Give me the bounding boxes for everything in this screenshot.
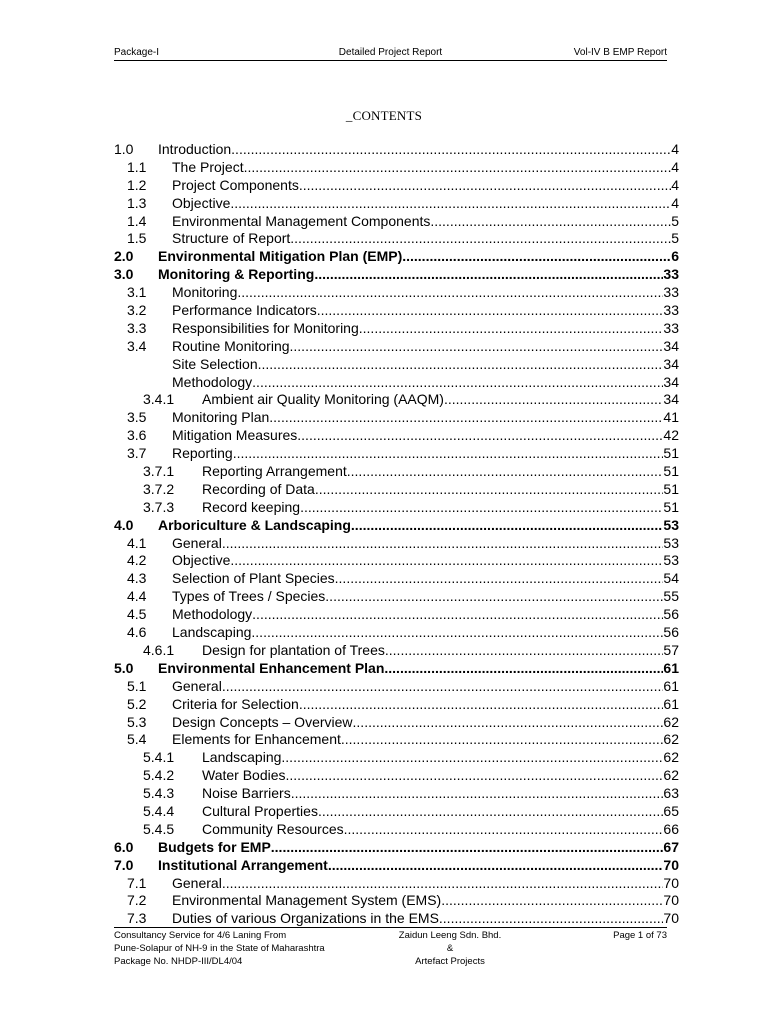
dot-leader	[317, 302, 664, 320]
toc-entry-number: 3.7.3	[143, 498, 175, 515]
toc-entry-page: 51	[663, 480, 679, 497]
dot-leader	[439, 910, 664, 928]
dot-leader	[328, 857, 664, 875]
toc-entry-number: 2.0	[114, 248, 134, 265]
toc-entry-title: Methodology	[172, 373, 253, 390]
dot-leader	[299, 696, 664, 714]
toc-entry[interactable]	[114, 230, 679, 248]
toc-entry-line	[172, 338, 679, 356]
toc-entry-line	[172, 230, 679, 248]
dot-leader	[230, 195, 671, 213]
dot-leader	[359, 320, 664, 338]
toc-entry-line	[202, 499, 679, 517]
toc-entry-number: 3.7.1	[143, 463, 175, 480]
toc-entry-page: 33	[663, 302, 679, 319]
toc-entry-number: 4.6	[127, 624, 147, 641]
toc-entry-page: 62	[663, 767, 679, 784]
toc-entry-number: 7.1	[127, 874, 147, 891]
toc-entry-number: 5.4.4	[143, 802, 175, 819]
toc-entry[interactable]	[114, 320, 679, 338]
dot-leader	[251, 624, 663, 642]
dot-leader	[402, 248, 671, 266]
toc-entry-number: 4.3	[127, 570, 147, 587]
toc-entry-number: 7.2	[127, 892, 147, 909]
toc-entry-number: 4.1	[127, 534, 147, 551]
toc-entry[interactable]	[114, 821, 679, 839]
toc-entry-page: 53	[663, 516, 679, 533]
dot-leader	[222, 678, 664, 696]
toc-entry-line	[172, 320, 679, 338]
toc-entry[interactable]	[114, 606, 679, 624]
toc-entry[interactable]	[114, 642, 679, 660]
header-volume: Vol-IV B EMP Report	[573, 47, 667, 58]
dot-leader	[269, 409, 663, 427]
toc-entry-title: Landscaping	[202, 749, 282, 766]
toc-entry-title: Performance Indicators	[172, 302, 317, 319]
toc-entry-line	[202, 481, 679, 499]
toc-entry-line	[202, 803, 679, 821]
toc-entry-title: Environmental Mitigation Plan (EMP)	[158, 248, 403, 265]
toc-entry-title: Routine Monitoring	[172, 337, 290, 354]
toc-entry-number: 6.0	[114, 838, 134, 855]
toc-entry-title: General	[172, 874, 222, 891]
toc-entry-title: Environmental Management Components	[172, 212, 431, 229]
toc-entry-title: Site Selection	[172, 355, 258, 372]
toc-entry-number: 3.7.2	[143, 480, 175, 497]
toc-entry-page: 56	[663, 624, 679, 641]
dot-leader	[384, 660, 663, 678]
toc-entry[interactable]	[114, 481, 679, 499]
toc-entry-number: 5.0	[114, 659, 134, 676]
footer-line: Package No. NHDP-III/DL4/04	[114, 956, 243, 967]
toc-entry-number: 3.2	[127, 302, 147, 319]
toc-entry[interactable]	[114, 714, 679, 732]
toc-entry-line	[202, 749, 679, 767]
toc-entry-title: Cultural Properties	[202, 802, 318, 819]
toc-entry[interactable]	[114, 678, 679, 696]
toc-entry-page: 66	[663, 820, 679, 837]
toc-entry[interactable]	[114, 803, 679, 821]
toc-entry[interactable]	[114, 248, 679, 266]
toc-entry-title: Monitoring & Reporting	[158, 266, 315, 283]
dot-leader	[258, 356, 664, 374]
dot-leader	[290, 230, 671, 248]
header-package: Package-I	[114, 47, 160, 58]
dot-leader	[318, 803, 663, 821]
toc-entry-number: 5.2	[127, 695, 147, 712]
toc-entry-title: Introduction	[158, 141, 232, 157]
toc-entry-title: Duties of various Organizations in the EMS	[172, 910, 439, 927]
toc-entry-page: 70	[663, 910, 679, 927]
toc-entry-page: 70	[663, 892, 679, 909]
toc-entry-page: 34	[663, 373, 679, 390]
dot-leader	[271, 839, 664, 857]
toc-entry-page: 54	[663, 570, 679, 587]
toc-entry-page: 61	[663, 695, 679, 712]
dot-leader	[230, 552, 663, 570]
toc-entry-line	[172, 570, 679, 588]
dot-leader	[231, 141, 671, 159]
toc-entry-line	[172, 409, 679, 427]
toc-entry-line	[158, 517, 679, 535]
dot-leader	[222, 535, 664, 553]
dot-leader	[341, 731, 664, 749]
toc-entry-title: Reporting	[172, 445, 233, 462]
toc-entry-page: 53	[663, 534, 679, 551]
toc-entry-page: 63	[663, 785, 679, 802]
dot-leader	[314, 266, 663, 284]
toc-entry-number: 1.0	[114, 141, 134, 157]
toc-entry-title: Methodology	[172, 606, 253, 623]
toc-entry-title: The Project	[172, 158, 244, 175]
dot-leader	[297, 427, 663, 445]
toc-entry-line	[172, 731, 679, 749]
toc-entry-number: 1.4	[127, 212, 147, 229]
toc-entry-page: 56	[663, 606, 679, 623]
toc-entry-number: 5.4	[127, 731, 147, 748]
toc-entry-number: 4.4	[127, 588, 147, 605]
toc-entry[interactable]	[114, 427, 679, 445]
toc-entry-title: Criteria for Selection	[172, 695, 299, 712]
toc-entry-line	[172, 213, 679, 231]
dot-leader	[441, 892, 663, 910]
dot-leader	[233, 445, 664, 463]
toc-entry-number: 7.0	[114, 856, 134, 873]
toc-entry-line	[202, 767, 679, 785]
toc-entry-line	[202, 821, 679, 839]
footer-line: &	[446, 943, 454, 954]
toc-entry-title: Project Components	[172, 176, 299, 193]
toc-entry-title: Environmental Enhancement Plan	[158, 659, 385, 676]
toc-entry-line	[158, 660, 679, 678]
dot-leader	[300, 499, 663, 517]
dot-leader	[344, 821, 664, 839]
toc-entry-line	[172, 445, 679, 463]
toc-entry[interactable]	[114, 141, 679, 159]
dot-leader	[430, 213, 671, 231]
toc-entry-number: 4.2	[127, 552, 147, 569]
toc-entry[interactable]	[114, 338, 679, 356]
dot-leader	[315, 481, 664, 499]
toc-entry-title: Responsibilities for Monitoring	[172, 319, 359, 336]
toc-entry-page: 62	[663, 713, 679, 730]
toc-entry-title: Design for plantation of Trees	[202, 641, 385, 658]
footer-project-info	[114, 929, 325, 968]
page-header	[114, 46, 667, 60]
toc-entry[interactable]	[114, 910, 679, 928]
toc-entry-title: Noise Barriers	[202, 785, 291, 802]
toc-entry-page: 70	[663, 856, 679, 873]
toc-entry[interactable]	[114, 445, 679, 463]
footer-page-number: Page 1 of 73	[613, 930, 667, 941]
toc-entry-title: Monitoring	[172, 284, 238, 301]
toc-entry[interactable]	[114, 302, 679, 320]
toc-entry[interactable]	[114, 552, 679, 570]
toc-entry-line	[172, 910, 679, 928]
dot-leader	[252, 374, 663, 392]
toc-entry-page: 53	[663, 552, 679, 569]
toc-entry-title: Community Resources	[202, 820, 344, 837]
toc-entry-title: Mitigation Measures	[172, 427, 298, 444]
dot-leader	[286, 767, 664, 785]
dot-leader	[222, 875, 664, 893]
toc-entry-title: Ambient air Quality Monitoring (AAQM)	[202, 391, 444, 408]
dot-leader	[385, 642, 664, 660]
toc-entry-page: 5	[671, 230, 679, 247]
dot-leader	[335, 570, 664, 588]
toc-entry-number: 4.0	[114, 516, 134, 533]
footer-line: Zaidun Leeng Sdn. Bhd.	[398, 930, 502, 941]
toc-entry[interactable]	[114, 499, 679, 517]
toc-entry-page: 62	[663, 731, 679, 748]
toc-entry-number: 4.6.1	[143, 641, 175, 658]
toc-entry-page: 51	[663, 498, 679, 515]
toc-entry[interactable]	[114, 266, 679, 284]
toc-entry-title: Objective	[172, 552, 231, 569]
toc-entry-page: 61	[663, 677, 679, 694]
toc-entry-number: 3.0	[114, 266, 134, 283]
dot-leader	[299, 177, 671, 195]
toc-entry[interactable]	[114, 767, 679, 785]
dot-leader	[252, 606, 663, 624]
toc-entry-number: 3.3	[127, 319, 147, 336]
contents-title: _CONTENTS	[345, 108, 423, 123]
toc-entry-title: Recording of Data	[202, 480, 315, 497]
toc-entry[interactable]	[114, 785, 679, 803]
toc-entry-number: 1.2	[127, 176, 147, 193]
toc-entry-number: 3.4	[127, 337, 147, 354]
toc-entry[interactable]	[114, 517, 679, 535]
toc-entry-title: Environmental Management System (EMS)	[172, 892, 442, 909]
dot-leader	[325, 588, 663, 606]
toc-entry[interactable]	[114, 839, 679, 857]
toc-entry-page: 62	[663, 749, 679, 766]
toc-entry-line	[172, 535, 679, 553]
footer-consultants	[380, 929, 520, 968]
toc-entry-number: 4.5	[127, 606, 147, 623]
toc-entry-number: 5.4.3	[143, 785, 175, 802]
toc-entry-title: Record keeping	[202, 498, 301, 515]
toc-entry-number: 7.3	[127, 910, 147, 927]
toc-entry-line	[158, 141, 679, 159]
toc-entry-line	[172, 552, 679, 570]
toc-entry-page: 6	[671, 248, 679, 265]
toc-entry[interactable]	[114, 570, 679, 588]
toc-entry-line	[202, 785, 679, 803]
toc-entry[interactable]	[114, 177, 679, 195]
toc-entry-title: Water Bodies	[202, 767, 286, 784]
toc-entry-line	[158, 248, 679, 266]
toc-entry-page: 41	[663, 409, 679, 426]
toc-entry-page: 70	[663, 874, 679, 891]
dot-leader	[444, 391, 663, 409]
toc-entry-line	[172, 588, 679, 606]
toc-entry[interactable]	[114, 857, 679, 875]
toc-entry-line	[172, 427, 679, 445]
toc-entry-line	[172, 624, 679, 642]
footer-line: Pune-Solapur of NH-9 in the State of Maharashtra	[114, 943, 325, 954]
toc-entry-title: Objective	[172, 194, 231, 211]
toc-entry-line	[158, 857, 679, 875]
toc-entry[interactable]	[114, 892, 679, 910]
toc-entry-line	[172, 374, 679, 392]
toc-entry[interactable]	[114, 624, 679, 642]
toc-entry-page: 34	[663, 337, 679, 354]
toc-entry[interactable]	[114, 159, 679, 177]
toc-entry[interactable]	[114, 409, 679, 427]
toc-entry-number: 1.1	[127, 158, 147, 175]
toc-entry-number: 3.4.1	[143, 391, 175, 408]
toc-entry[interactable]	[114, 588, 679, 606]
toc-entry-line	[172, 678, 679, 696]
toc-entry-line	[172, 302, 679, 320]
footer-line: Consultancy Service for 4/6 Laning From	[114, 930, 287, 941]
toc-entry-line	[202, 463, 679, 481]
toc-entry[interactable]	[114, 356, 679, 374]
toc-entry[interactable]	[114, 731, 679, 749]
toc-entry[interactable]	[114, 875, 679, 893]
toc-entry-page: 51	[663, 463, 679, 480]
toc-entry-title: Elements for Enhancement	[172, 731, 341, 748]
toc-entry-line	[172, 159, 679, 177]
dot-leader	[291, 785, 664, 803]
toc-entry-number: 3.5	[127, 409, 147, 426]
dot-leader	[290, 338, 664, 356]
toc-entry[interactable]	[114, 660, 679, 678]
toc-entry-line	[172, 356, 679, 374]
toc-entry[interactable]	[114, 284, 679, 302]
dot-leader	[347, 463, 664, 481]
toc-entry-number: 3.1	[127, 284, 147, 301]
toc-entry-title: Budgets for EMP	[158, 838, 271, 855]
toc-entry[interactable]	[114, 696, 679, 714]
toc-entry-line	[202, 642, 679, 660]
toc-entry-number: 3.7	[127, 445, 147, 462]
toc-entry-line	[172, 177, 679, 195]
dot-leader	[353, 714, 664, 732]
dot-leader	[351, 517, 664, 535]
toc-entry-line	[172, 892, 679, 910]
footer-rule	[114, 927, 667, 928]
dot-leader	[237, 284, 663, 302]
toc-entry-page: 5	[671, 212, 679, 229]
toc-entry-page: 42	[663, 427, 679, 444]
toc-entry-number: 1.3	[127, 194, 147, 211]
toc-entry-title: Institutional Arrangement	[158, 856, 328, 873]
toc-entry-line	[172, 714, 679, 732]
toc-entry-line	[158, 839, 679, 857]
toc-entry-page: 33	[663, 319, 679, 336]
toc-entry-title: General	[172, 677, 222, 694]
toc-entry-title: Design Concepts – Overview	[172, 713, 353, 730]
toc-entry-title: Structure of Report	[172, 230, 291, 247]
toc-entry-number: 1.5	[127, 230, 147, 247]
toc-entry-line	[172, 195, 679, 213]
footer-line: Artefact Projects	[415, 956, 485, 967]
toc-entry-page: 34	[663, 391, 679, 408]
toc-entry-line	[172, 606, 679, 624]
toc-entry-line	[172, 284, 679, 302]
toc-entry-line	[172, 696, 679, 714]
toc-entry-page: 4	[671, 176, 679, 193]
toc-entry-line	[172, 875, 679, 893]
toc-entry[interactable]	[114, 463, 679, 481]
toc-entry-title: General	[172, 534, 222, 551]
toc-entry-number: 5.4.2	[143, 767, 175, 784]
toc-entry-number: 5.4.5	[143, 820, 175, 837]
toc-entry-page: 57	[663, 641, 679, 658]
toc-entry-number: 3.6	[127, 427, 147, 444]
toc-entry-page: 65	[663, 802, 679, 819]
toc-entry-page: 61	[663, 659, 679, 676]
dot-leader	[281, 749, 663, 767]
toc-entry-title: Reporting Arrangement	[202, 463, 347, 480]
toc-entry-title: Monitoring Plan	[172, 409, 270, 426]
toc-entry-line	[202, 391, 679, 409]
toc-entry[interactable]	[114, 374, 679, 392]
toc-entry-page: 4	[671, 141, 679, 157]
toc-entry-title: Landscaping	[172, 624, 252, 641]
dot-leader	[244, 159, 672, 177]
toc-entry[interactable]	[114, 535, 679, 553]
toc-entry[interactable]	[114, 391, 679, 409]
toc-entry-number: 5.4.1	[143, 749, 175, 766]
toc-entry-page: 55	[663, 588, 679, 605]
toc-entry-page: 51	[663, 445, 679, 462]
header-rule	[114, 60, 667, 61]
toc-entry-page: 33	[663, 284, 679, 301]
toc-entry-number: 5.1	[127, 677, 147, 694]
toc-entry-page: 4	[671, 194, 679, 211]
toc-entry-title: Arboriculture & Landscaping	[158, 516, 351, 533]
toc-entry[interactable]	[114, 195, 679, 213]
toc-entry-title: Types of Trees / Species	[172, 588, 326, 605]
toc-entry[interactable]	[114, 213, 679, 231]
toc-entry-page: 34	[663, 355, 679, 372]
toc-entry-title: Selection of Plant Species	[172, 570, 335, 587]
toc-entry-page: 4	[671, 158, 679, 175]
toc-entry-page: 67	[663, 838, 679, 855]
toc-entry[interactable]	[114, 749, 679, 767]
toc-entry-line	[158, 266, 679, 284]
header-report-title: Detailed Project Report	[338, 47, 443, 58]
table-of-contents	[114, 141, 679, 928]
toc-entry-number: 5.3	[127, 713, 147, 730]
toc-entry-page: 33	[663, 266, 679, 283]
